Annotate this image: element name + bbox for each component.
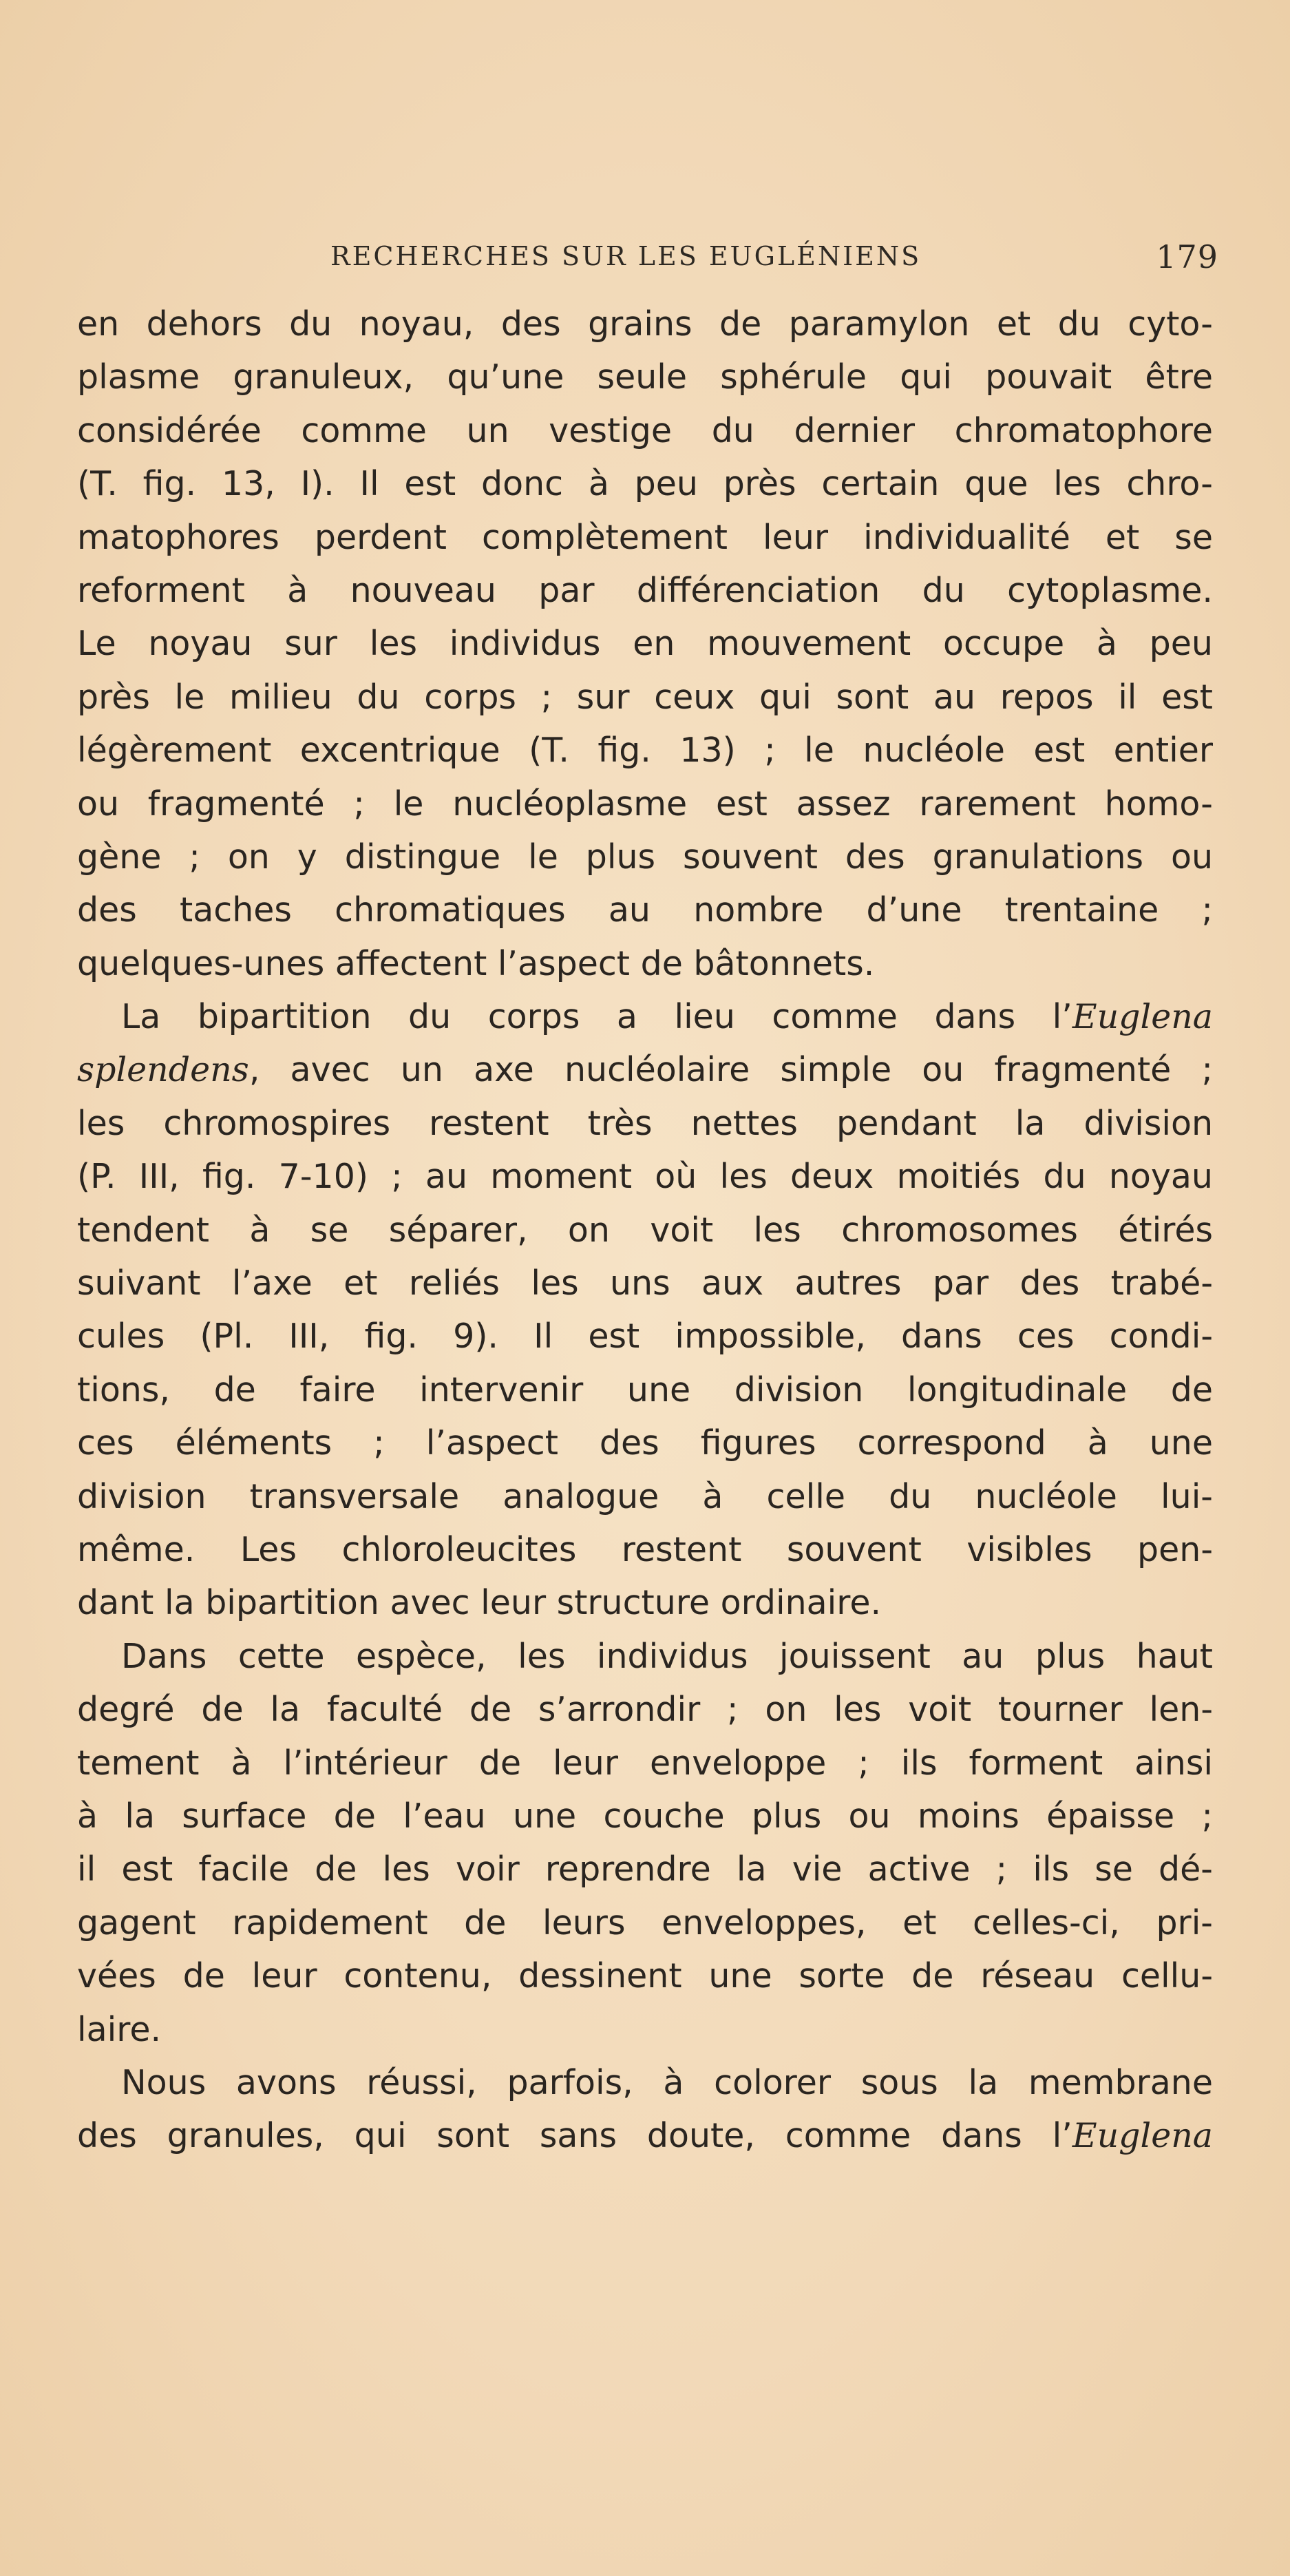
text-line: Dans cette espèce, les individus jouissent au plus haut <box>121 1636 1213 1676</box>
text-line: à la surface de l’eau une couche plus ou moins épaisse ; <box>77 1796 1213 1836</box>
text-line: matophores perdent complètement leur individualité et se <box>77 517 1213 557</box>
text-line: il est facile de les voir reprendre la vie active ; ils se dé- <box>77 1850 1213 1889</box>
body-text <box>77 297 1213 2163</box>
text-line: ou fragmenté ; le nucléoplasme est assez rarement homo- <box>77 784 1213 824</box>
text-line: même. Les chloroleucites restent souvent visibles pen- <box>77 1529 1213 1569</box>
text-line: gène ; on y distingue le plus souvent des granulations ou <box>77 837 1213 877</box>
text-line <box>77 2109 1213 2162</box>
text-line: cules (Pl. III, fig. 9). Il est impossible, dans ces condi- <box>77 1317 1213 1357</box>
text-line: plasme granuleux, qu’une seule sphérule qui pouvait être <box>77 357 1213 397</box>
text-line: division transversale analogue à celle du nucléole lui- <box>77 1476 1213 1516</box>
text-line: légèrement excentrique (T. fig. 13) ; le nucléole est entier <box>77 731 1213 771</box>
text-line: vées de leur contenu, dessinent une sorte de réseau cellu- <box>77 1956 1213 1996</box>
text-line: degré de la faculté de s’arrondir ; on les voit tourner len- <box>77 1690 1213 1730</box>
text-line: ces éléments ; l’aspect des figures correspond à une <box>77 1423 1213 1463</box>
text-line: laire. <box>77 2009 162 2049</box>
italic-term: Euglena <box>1072 2116 1213 2156</box>
text-line: en dehors du noyau, des grains de paramylon et du cyto- <box>77 304 1213 344</box>
text-line: dant la bipartition avec leur structure ordinaire. <box>77 1583 882 1623</box>
text-line: Nous avons réussi, parfois, à colorer sous la membrane <box>121 2062 1213 2102</box>
text-line: des taches chromatiques au nombre d’une trentaine ; <box>77 890 1213 930</box>
line-text: des granules, qui sont sans doute, comme dans l’ <box>77 2116 1072 2156</box>
text-line: Le noyau sur les individus en mouvement occupe à peu <box>77 624 1213 664</box>
text-line: les chromospires restent très nettes pendant la division <box>77 1103 1213 1143</box>
italic-term: splendens <box>77 1050 249 1090</box>
italic-term: Euglena <box>1072 997 1213 1037</box>
text-line: (T. fig. 13, I). Il est donc à peu près certain que les chro- <box>77 464 1213 504</box>
running-header <box>330 238 1218 275</box>
text-line: suivant l’axe et reliés les uns aux autres par des trabé- <box>77 1264 1213 1303</box>
running-title: RECHERCHES SUR LES EUGLÉNIENS <box>330 241 922 271</box>
line-text: La bipartition du corps a lieu comme dans l’ <box>121 997 1072 1037</box>
line-text: , avec un axe nucléolaire simple ou fragmenté ; <box>249 1050 1213 1090</box>
text-line: considérée comme un vestige du dernier chromatophore <box>77 410 1213 450</box>
text-line: reforment à nouveau par différenciation du cytoplasme. <box>77 570 1213 610</box>
text-line: gagent rapidement de leurs enveloppes, et celles-ci, pri- <box>77 1903 1213 1943</box>
text-line: tendent à se séparer, on voit les chromosomes étirés <box>77 1210 1213 1250</box>
text-line: près le milieu du corps ; sur ceux qui sont au repos il est <box>77 677 1213 717</box>
text-line: (P. III, fig. 7-10) ; au moment où les deux moitiés du noyau <box>77 1157 1213 1197</box>
text-line <box>77 990 1213 1043</box>
text-line <box>77 1043 1213 1096</box>
text-line: tions, de faire intervenir une division longitudinale de <box>77 1370 1213 1410</box>
text-line: tement à l’intérieur de leur enveloppe ; ils forment ainsi <box>77 1743 1213 1783</box>
page-number: 179 <box>1156 238 1218 275</box>
text-line: quelques-unes affectent l’aspect de bâtonnets. <box>77 943 875 983</box>
